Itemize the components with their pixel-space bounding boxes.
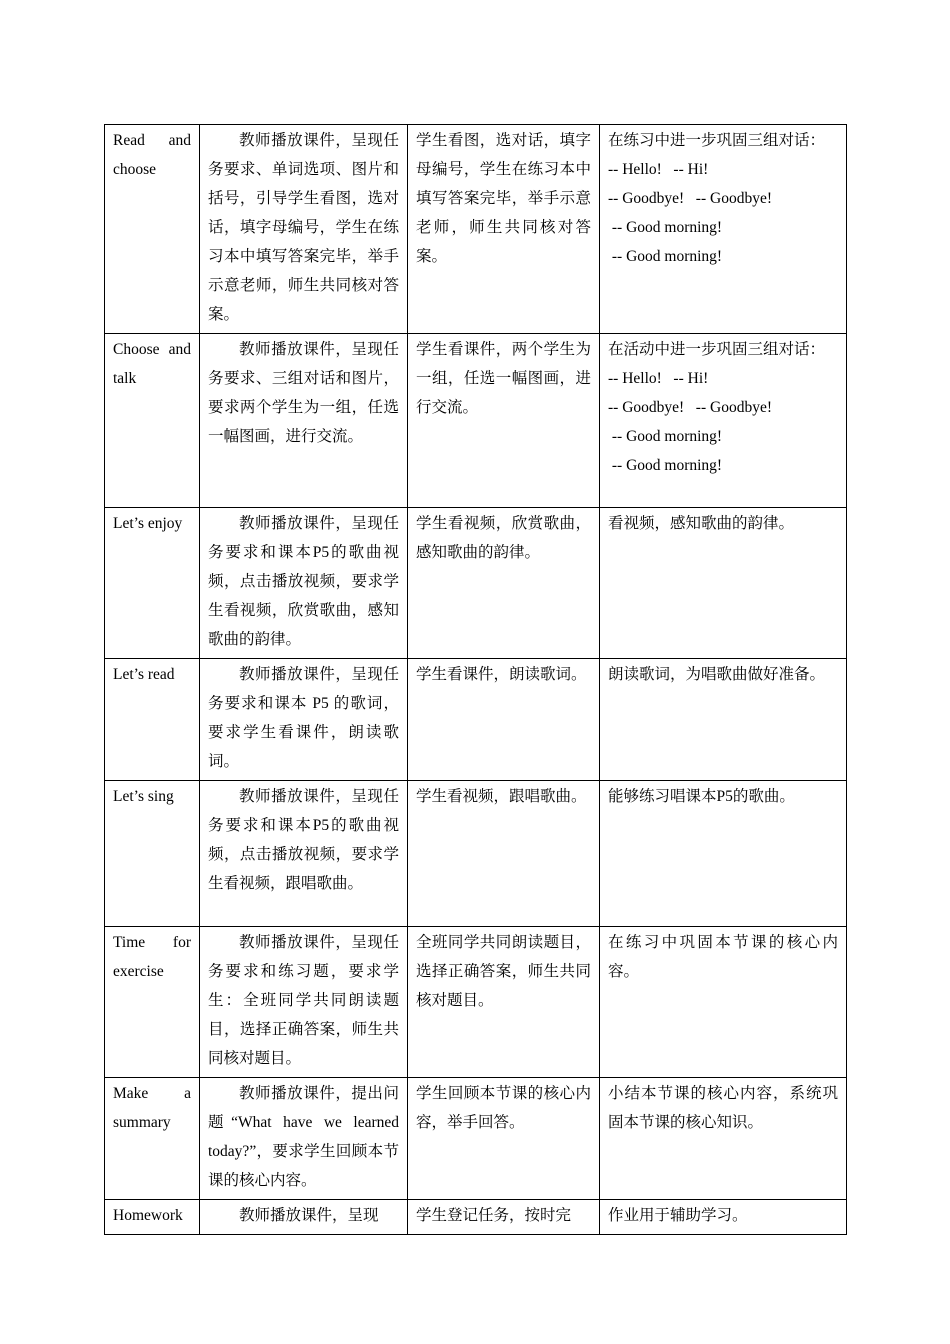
- student-activity-cell: 全班同学共同朗读题目，选择正确答案，师生共同核对题目。: [408, 927, 600, 1078]
- table-row: [105, 659, 847, 781]
- teacher-activity-cell: 教师播放课件，呈现任务要求和练习题，要求学生：全班同学共同朗读题目，选择正确答案，师生共同核对题目。: [200, 927, 408, 1078]
- stage-cell: Let’s read: [105, 659, 200, 781]
- goal-cell: 能够练习唱课本P5的歌曲。: [600, 781, 847, 927]
- table-row: [105, 1200, 847, 1235]
- dialogue-line: -- Good morning!: [608, 457, 723, 474]
- lesson-plan-table: [104, 124, 847, 1235]
- stage-cell: Homework: [105, 1200, 200, 1235]
- dialogue-line: -- Hello! -- Hi!: [608, 161, 709, 178]
- student-activity-cell: 学生看视频，欣赏歌曲，感知歌曲的韵律。: [408, 508, 600, 659]
- goal-cell: [600, 334, 847, 508]
- stage-cell: Let’s sing: [105, 781, 200, 927]
- student-activity-cell: 学生看视频，跟唱歌曲。: [408, 781, 600, 927]
- goal-cell: 作业用于辅助学习。: [600, 1200, 847, 1235]
- goal-cell: [600, 125, 847, 334]
- stage-cell: Read and choose: [105, 125, 200, 334]
- student-activity-cell: 学生看课件，朗读歌词。: [408, 659, 600, 781]
- goal-text: 在练习中进一步巩固三组对话：: [608, 132, 826, 149]
- stage-cell: Time for exercise: [105, 927, 200, 1078]
- dialogue-line: -- Goodbye! -- Goodbye!: [608, 399, 772, 416]
- goal-cell: 看视频，感知歌曲的韵律。: [600, 508, 847, 659]
- dialogue-line: -- Good morning!: [608, 428, 723, 445]
- goal-text: 在活动中进一步巩固三组对话：: [608, 341, 826, 358]
- teacher-activity-cell: 教师播放课件，呈现任务要求和课本P5的歌曲视频，点击播放视频，要求学生看视频，欣赏歌曲，感知歌曲的韵律。: [200, 508, 408, 659]
- goal-cell: 小结本节课的核心内容，系统巩固本节课的核心知识。: [600, 1078, 847, 1200]
- student-activity-cell: 学生回顾本节课的核心内容，举手回答。: [408, 1078, 600, 1200]
- student-activity-cell: 学生看课件，两个学生为一组，任选一幅图画，进行交流。: [408, 334, 600, 508]
- dialogue-line: -- Hello! -- Hi!: [608, 370, 709, 387]
- goal-cell: 朗读歌词，为唱歌曲做好准备。: [600, 659, 847, 781]
- table-row: [105, 125, 847, 334]
- teacher-activity-cell: 教师播放课件，呈现任务要求、单词选项、图片和括号，引导学生看图，选对话，填字母编号，学生在练习本中填写答案完毕，举手示意老师，师生共同核对答案。: [200, 125, 408, 334]
- teacher-activity-cell: 教师播放课件，呈现任务要求、三组对话和图片，要求两个学生为一组，任选一幅图画，进行交流。: [200, 334, 408, 508]
- dialogue-line: -- Good morning!: [608, 248, 723, 265]
- dialogue-line: -- Goodbye! -- Goodbye!: [608, 190, 772, 207]
- goal-cell: 在练习中巩固本节课的核心内容。: [600, 927, 847, 1078]
- teacher-activity-cell: 教师播放课件，呈现: [200, 1200, 408, 1235]
- dialogue-line: -- Good morning!: [608, 219, 723, 236]
- teacher-activity-cell: 教师播放课件，呈现任务要求和课本 P5 的歌词，要求学生看课件，朗读歌词。: [200, 659, 408, 781]
- table-row: [105, 334, 847, 508]
- stage-cell: Let’s enjoy: [105, 508, 200, 659]
- student-activity-cell: 学生看图，选对话，填字母编号，学生在练习本中填写答案完毕，举手示意老师，师生共同核对答案。: [408, 125, 600, 334]
- stage-cell: Choose and talk: [105, 334, 200, 508]
- table-row: [105, 1078, 847, 1200]
- teacher-activity-cell: 教师播放课件，呈现任务要求和课本P5的歌曲视频，点击播放视频，要求学生看视频，跟唱歌曲。: [200, 781, 408, 927]
- table-row: [105, 927, 847, 1078]
- table-row: [105, 508, 847, 659]
- table-row: [105, 781, 847, 927]
- teacher-activity-cell: 教师播放课件，提出问题“What have we learned today?”，要求学生回顾本节课的核心内容。: [200, 1078, 408, 1200]
- student-activity-cell: 学生登记任务，按时完: [408, 1200, 600, 1235]
- stage-cell: Make a summary: [105, 1078, 200, 1200]
